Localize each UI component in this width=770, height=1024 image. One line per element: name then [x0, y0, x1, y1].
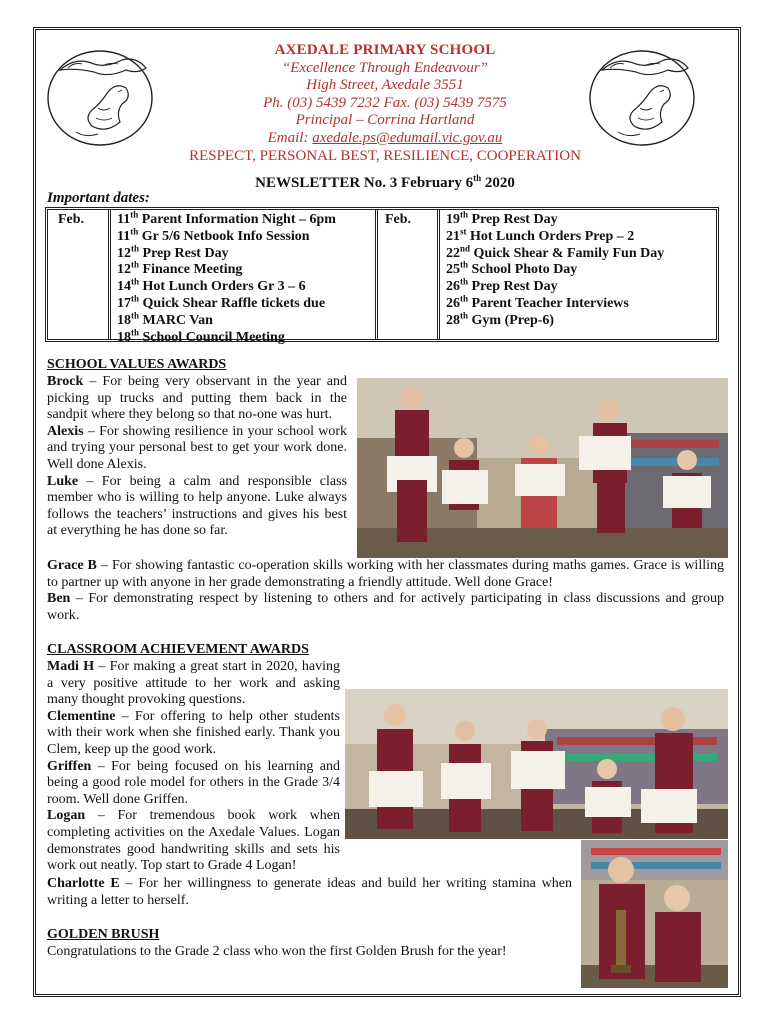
achievement-award-block-mid — [47, 876, 572, 909]
date-suffix: th — [131, 259, 140, 270]
date-entry — [446, 310, 664, 330]
table-divider — [108, 210, 111, 339]
date-day: 22 — [446, 245, 460, 261]
award-text: – For showing fantastic co-operation skills working with her classmates during maths games. Grace is willing to partner up with anyone in her grade demonstrating a friendly attitude. Well done Grace! — [47, 558, 724, 590]
date-event: Hot Lunch Orders Prep – 2 — [466, 228, 635, 244]
date-suffix: th — [130, 226, 139, 237]
date-suffix: nd — [460, 242, 471, 253]
date-entry — [446, 226, 664, 246]
date-event: Parent Teacher Interviews — [468, 295, 629, 311]
date-day: 26 — [446, 279, 460, 295]
award-text: – For being focused on his learning and being a good role model for others in the Grade 3/4 room. Well done Griffen. — [47, 758, 340, 807]
values-award-block-narrow — [47, 374, 347, 540]
date-entry — [117, 310, 336, 330]
achievement-award-block-narrow — [47, 659, 340, 875]
date-event: Quick Shear & Family Fun Day — [470, 245, 665, 261]
date-suffix: th — [131, 276, 140, 287]
school-phone-fax: Ph. (03) 5439 7232 Fax. (03) 5439 7575 — [263, 94, 507, 111]
date-suffix: th — [131, 293, 140, 304]
award-text: – For her willingness to generate ideas and build her writing stamina when writing a letter to herself. — [47, 876, 572, 908]
award-text: – For being a calm and responsible class member who is willing to help anyone. Luke always follows the teachers’ instructions and gives his best at everything he has done so far. — [47, 473, 347, 539]
date-day: 12 — [117, 245, 131, 261]
newsletter-title-year: 2020 — [481, 175, 515, 191]
school-header — [0, 42, 770, 165]
achievement-awards-section — [47, 642, 340, 659]
award-text: – For being very observant in the year and picking up trucks and putting them back in the sandpit where they belong so that no-one was hurt. — [47, 374, 347, 423]
date-suffix: th — [460, 209, 469, 220]
date-event: School Council Meeting — [139, 329, 285, 345]
date-suffix: th — [460, 310, 469, 321]
table-divider — [375, 210, 378, 339]
date-entry — [117, 293, 336, 313]
award-entry — [47, 876, 572, 909]
date-event: Gr 5/6 Netbook Info Session — [138, 228, 310, 244]
school-email-line — [0, 130, 770, 148]
email-label: Email: — [267, 129, 313, 146]
date-day: 18 — [117, 329, 131, 345]
month-right: Feb. — [385, 212, 412, 227]
award-entry — [47, 709, 340, 759]
golden-brush-heading: GOLDEN BRUSH — [47, 927, 160, 942]
award-name: Logan — [47, 808, 86, 824]
newsletter-title-text: NEWSLETTER No. 3 February 6 — [255, 175, 474, 191]
award-name: Madi H — [47, 659, 95, 674]
date-suffix: th — [130, 209, 139, 220]
golden-brush-text: Congratulations to the Grade 2 class who won the first Golden Brush for the year! — [47, 943, 507, 959]
date-day: 12 — [117, 262, 131, 278]
date-suffix: th — [131, 242, 140, 253]
newsletter-title-sup: th — [473, 173, 482, 183]
date-event: Prep Rest Day — [468, 212, 558, 227]
date-day: 26 — [446, 295, 460, 311]
date-event: Prep Rest Day — [139, 245, 229, 261]
values-awards-section — [47, 357, 347, 374]
date-entry — [446, 242, 665, 263]
award-entry — [47, 659, 340, 709]
date-day: 28 — [446, 312, 460, 328]
dates-list-right — [446, 209, 665, 330]
award-entry — [47, 808, 340, 874]
school-name: AXEDALE PRIMARY SCHOOL — [274, 42, 496, 58]
award-name: Brock — [47, 374, 84, 389]
award-entry — [47, 424, 347, 474]
award-name: Clementine — [47, 708, 116, 724]
award-text: – For offering to help other students with their work when she finished early. Thank you Clem, keep up the good work. — [47, 708, 340, 757]
date-event: MARC Van — [139, 312, 213, 328]
award-name: Ben — [47, 591, 71, 607]
values-awards-photo — [357, 378, 728, 558]
date-day: 25 — [446, 262, 460, 278]
date-entry — [117, 276, 336, 296]
golden-brush-photo — [581, 840, 728, 988]
table-divider — [437, 210, 440, 339]
date-day: 17 — [117, 295, 131, 311]
award-entry — [47, 374, 347, 424]
award-entry — [47, 558, 724, 591]
date-event: Parent Information Night – 6pm — [138, 212, 336, 227]
date-entry — [446, 293, 664, 313]
important-dates-table — [45, 207, 719, 345]
date-suffix: th — [131, 310, 140, 321]
month-left: Feb. — [58, 212, 85, 227]
award-text: – For demonstrating respect by listening to others and for actively participating in class discussions and group work. — [47, 591, 724, 623]
award-name: Charlotte E — [47, 876, 120, 891]
award-text: – For tremendous book work when completing activities on the Axedale Values. Logan demonstrates good handwriting skills and sets his work out neatly. Top start to Grade 4 Logan! — [47, 808, 340, 874]
date-entry — [117, 259, 336, 279]
date-event: Gym (Prep-6) — [468, 312, 555, 328]
school-values: RESPECT, PERSONAL BEST, RESILIENCE, COOPERATION — [189, 147, 581, 164]
date-entry — [446, 209, 664, 229]
award-entry — [47, 759, 340, 809]
award-entry — [47, 474, 347, 540]
date-entry — [446, 276, 664, 296]
award-name: Grace B — [47, 558, 97, 573]
school-principal: Principal – Corrina Hartland — [295, 112, 475, 129]
date-suffix: th — [460, 259, 469, 270]
date-entry — [117, 326, 336, 347]
award-name: Luke — [47, 473, 79, 489]
date-event: Quick Shear Raffle tickets due — [139, 295, 326, 311]
date-entry — [117, 209, 336, 229]
date-entry — [117, 242, 336, 263]
award-name: Griffen — [47, 758, 92, 774]
date-suffix: th — [460, 276, 469, 287]
values-awards-heading: SCHOOL VALUES AWARDS — [47, 357, 227, 372]
date-event: School Photo Day — [468, 262, 578, 278]
date-day: 14 — [117, 279, 131, 295]
school-motto: “Excellence Through Endeavour” — [281, 59, 489, 76]
values-award-block-wide — [47, 558, 724, 624]
date-event: Finance Meeting — [139, 262, 243, 278]
dates-list-left — [117, 209, 336, 346]
achievement-awards-heading: CLASSROOM ACHIEVEMENT AWARDS — [47, 642, 309, 657]
date-day: 21 — [446, 228, 460, 244]
date-suffix: st — [460, 226, 467, 237]
golden-brush-section — [47, 927, 587, 960]
date-day: 11 — [117, 228, 131, 244]
date-event: Prep Rest Day — [468, 279, 558, 295]
award-text: – For showing resilience in your school work and trying your personal best to get your work done. Well done Alexis. — [47, 423, 347, 472]
date-suffix: th — [131, 326, 140, 337]
achievement-awards-photo — [345, 689, 728, 839]
date-entry — [446, 259, 664, 279]
date-event: Hot Lunch Orders Gr 3 – 6 — [139, 279, 306, 295]
award-name: Alexis — [47, 423, 84, 439]
award-entry — [47, 591, 724, 624]
date-day: 19 — [446, 212, 460, 227]
email-link[interactable]: axedale.ps@edumail.vic.gov.au — [312, 129, 503, 146]
date-entry — [117, 226, 336, 246]
important-dates-label: Important dates: — [47, 190, 150, 206]
date-day: 11 — [117, 212, 131, 227]
date-suffix: th — [460, 293, 469, 304]
date-day: 18 — [117, 312, 131, 328]
award-text: – For making a great start in 2020, having a very positive attitude to her work and asking many thought provoking questions. — [47, 659, 340, 708]
school-address: High Street, Axedale 3551 — [306, 77, 464, 94]
